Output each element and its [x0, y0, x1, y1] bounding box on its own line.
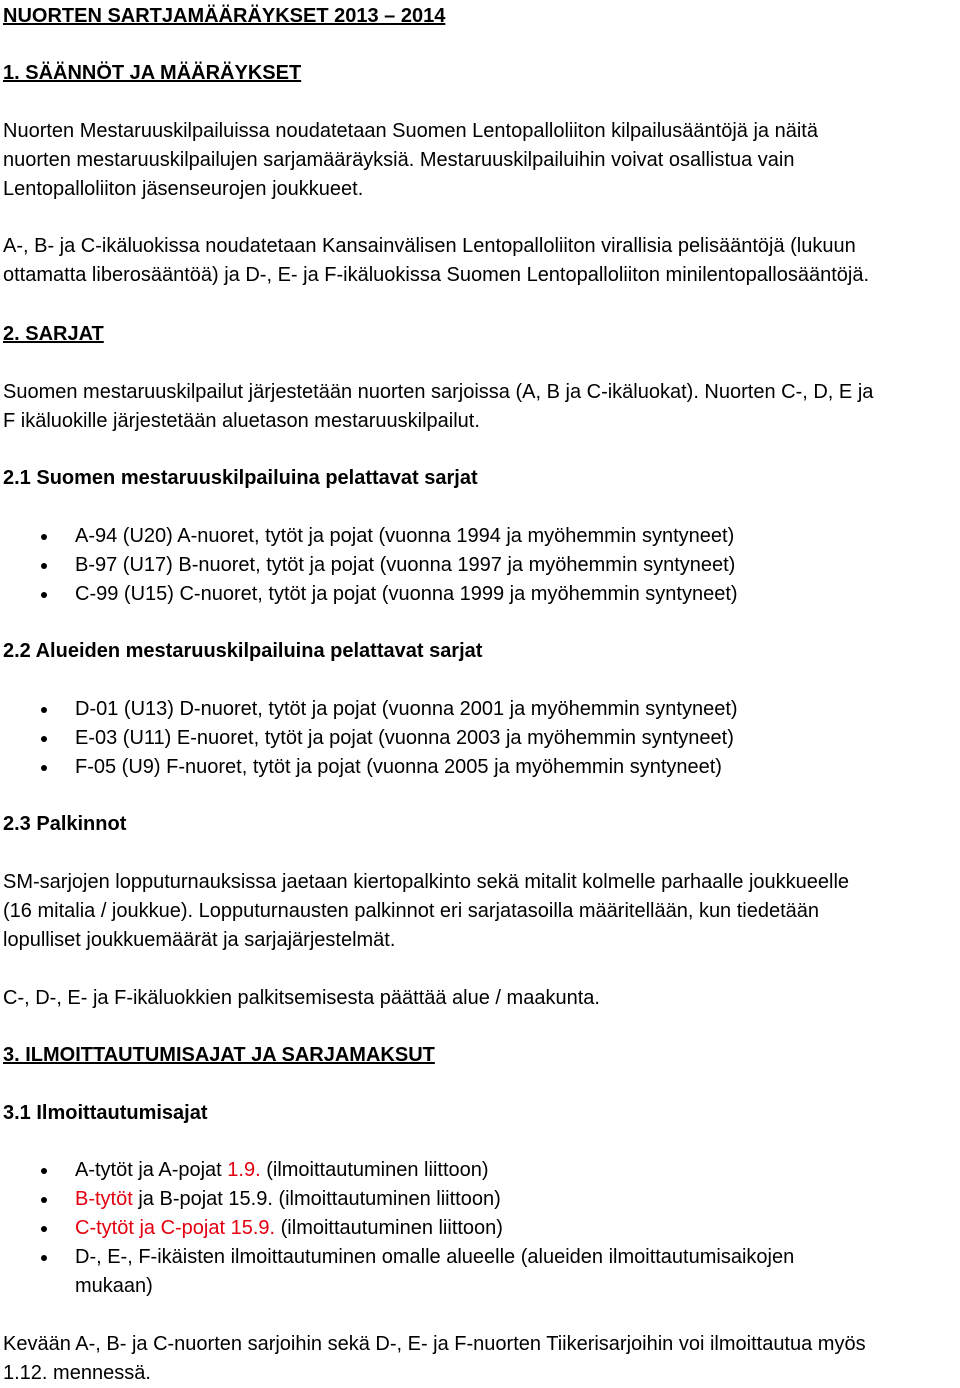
text-line: A-, B- ja C-ikäluokissa noudatetaan Kansainvälisen Lentopalloliiton virallisia pelisääntöjä (lukuun [3, 235, 856, 257]
list-item: D-01 (U13) D-nuoret, tytöt ja pojat (vuonna 2001 ja myöhemmin syntyneet) [3, 695, 738, 724]
awards-paragraph: C-, D-, E- ja F-ikäluokkien palkitsemisesta päättää alue / maakunta. [3, 987, 600, 1009]
text-line: Kevään A-, B- ja C-nuorten sarjoihin sekä D-, E- ja F-nuorten Tiikerisarjoihin voi ilmoittautua myös [3, 1333, 866, 1355]
section-2-heading: 2. SARJAT [3, 323, 104, 345]
highlight-text: B-tytöt [75, 1188, 133, 1210]
text-line: D-, E-, F-ikäisten ilmoittautuminen omalle alueelle (alueiden ilmoittautumisaikojen [75, 1246, 795, 1268]
text-line: Lentopalloliiton jäsenseurojen joukkueet. [3, 178, 364, 200]
list-item: E-03 (U11) E-nuoret, tytöt ja pojat (vuonna 2003 ja myöhemmin syntyneet) [3, 724, 738, 753]
text-line: 1.12. mennessä. [3, 1362, 151, 1384]
text-line: Nuorten Mestaruuskilpailuissa noudatetaan Suomen Lentopalloliiton kilpailusääntöjä ja näitä [3, 120, 818, 142]
section-1-paragraph-1 [3, 117, 818, 204]
text-line: mukaan) [75, 1275, 153, 1297]
registration-list [3, 1156, 794, 1301]
list-item [3, 1214, 794, 1243]
regional-series-list [3, 695, 738, 782]
text-line: ottamatta liberosääntöä) ja D-, E- ja F-ikäluokissa Suomen Lentopalloliiton minilentopallosääntöjä. [3, 264, 870, 286]
text-span: A-tytöt ja A-pojat [75, 1159, 228, 1181]
text-line: lopulliset joukkuemäärät ja sarjajärjestelmät. [3, 929, 396, 951]
text-line: SM-sarjojen lopputurnauksissa jaetaan kiertopalkinto sekä mitalit kolmelle parhaalle joukkueelle [3, 871, 850, 893]
text-line: nuorten mestaruuskilpailujen sarjamääräyksiä. Mestaruuskilpailuihin voivat osallistua vain [3, 149, 795, 171]
text-span: ja B-pojat 15.9. (ilmoittautuminen liittoon) [132, 1188, 501, 1210]
list-item [3, 1156, 794, 1185]
section-1-heading: 1. SÄÄNNÖT JA MÄÄRÄYKSET [3, 62, 302, 84]
section-3-heading: 3. ILMOITTAUTUMISAJAT JA SARJAMAKSUT [3, 1044, 435, 1066]
list-item: F-05 (U9) F-nuoret, tytöt ja pojat (vuonna 2005 ja myöhemmin syntyneet) [3, 753, 738, 782]
section-2-3-heading: 2.3 Palkinnot [3, 813, 127, 835]
text-span: (ilmoittautuminen liittoon) [275, 1217, 503, 1239]
section-1-paragraph-2 [3, 232, 869, 290]
section-2-2-heading: 2.2 Alueiden mestaruuskilpailuina pelattavat sarjat [3, 640, 483, 662]
list-item: A-94 (U20) A-nuoret, tytöt ja pojat (vuonna 1994 ja myöhemmin syntyneet) [3, 522, 738, 551]
text-line: (16 mitalia / joukkue). Lopputurnausten palkinnot eri sarjatasoilla määritellään, kun tiedetään [3, 900, 820, 922]
section-2-paragraph [3, 378, 873, 436]
list-item: B-97 (U17) B-nuoret, tytöt ja pojat (vuonna 1997 ja myöhemmin syntyneet) [3, 551, 738, 580]
spring-registration-paragraph [3, 1330, 866, 1388]
text-line: Suomen mestaruuskilpailut järjestetään nuorten sarjoissa (A, B ja C-ikäluokat). Nuorten C-, D, E ja [3, 381, 874, 403]
document-title: NUORTEN SARTJAMÄÄRÄYKSET 2013 – 2014 [3, 5, 446, 27]
text-line: F ikäluokille järjestetään aluetason mestaruuskilpailut. [3, 410, 480, 432]
text-span: (ilmoittautuminen liittoon) [260, 1159, 489, 1181]
list-item [3, 1185, 794, 1214]
section-2-1-heading: 2.1 Suomen mestaruuskilpailuina pelattavat sarjat [3, 467, 478, 489]
list-item [3, 1243, 794, 1301]
section-3-1-heading: 3.1 Ilmoittautumisajat [3, 1102, 208, 1124]
national-series-list [3, 522, 738, 609]
prizes-paragraph [3, 868, 849, 955]
list-item: C-99 (U15) C-nuoret, tytöt ja pojat (vuonna 1999 ja myöhemmin syntyneet) [3, 580, 738, 609]
highlight-text: C-tytöt ja C-pojat 15.9. [75, 1217, 276, 1239]
highlight-date: 1.9. [227, 1159, 261, 1181]
